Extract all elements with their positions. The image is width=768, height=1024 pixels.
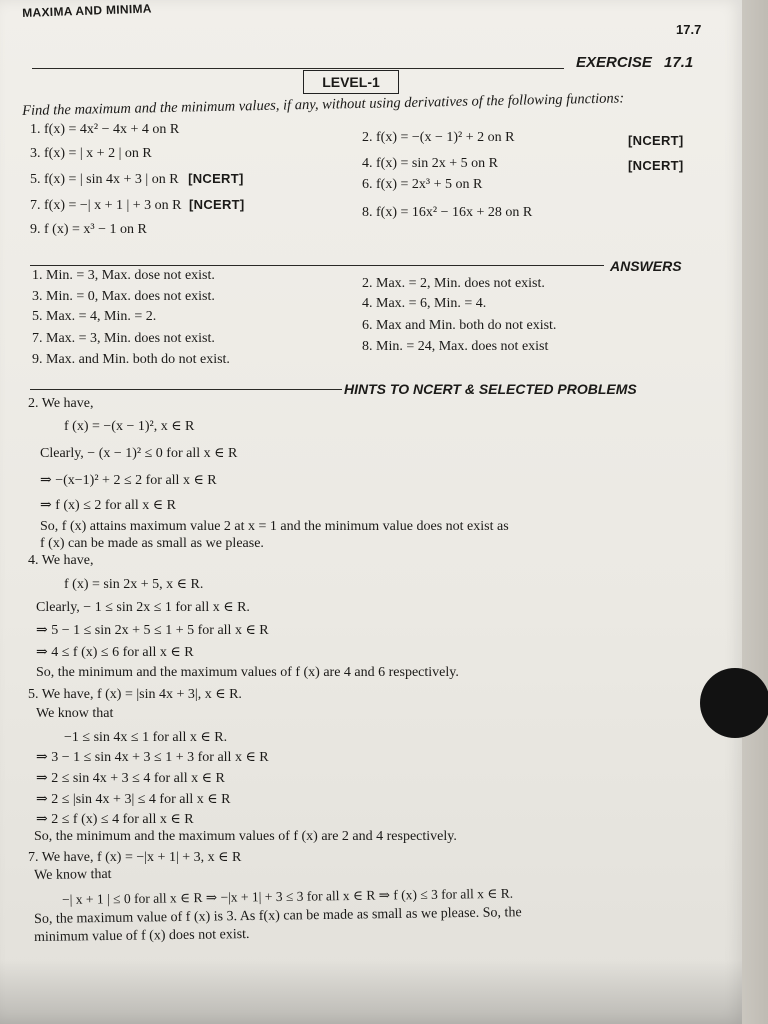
question-8: 8. f(x) = 16x² − 16x + 28 on R	[362, 205, 533, 220]
ncert-tag: [NCERT]	[189, 197, 245, 212]
exercise-label: EXERCISE	[576, 54, 652, 71]
hint-line: −| x + 1 | ≤ 0 for all x ∈ R ⇒ −|x + 1| + 3 ≤ 3 for all x ∈ R ⇒ f (x) ≤ 3 for all x ∈ R.	[62, 885, 514, 907]
hint-line: ⇒ f (x) ≤ 2 for all x ∈ R	[40, 498, 176, 513]
hint-line: So, the maximum value of f (x) is 3. As f(x) can be made as small as we please. So, the	[34, 905, 522, 927]
hint-line: f (x) = sin 2x + 5, x ∈ R.	[64, 577, 204, 592]
answer-5: 5. Max. = 4, Min. = 2.	[32, 309, 157, 324]
question-5: 5. f(x) = | sin 4x + 3 | on R [NCERT]	[30, 171, 244, 187]
hint-line: ⇒ 3 − 1 ≤ sin 4x + 3 ≤ 1 + 3 for all x ∈ R	[36, 750, 269, 765]
hint-line: So, f (x) attains maximum value 2 at x = 1 and the minimum value does not exist as	[40, 519, 509, 534]
hint-line: ⇒ 2 ≤ sin 4x + 3 ≤ 4 for all x ∈ R	[36, 771, 225, 786]
hint-line: 4. We have,	[28, 553, 94, 568]
hint-line: 2. We have,	[28, 396, 94, 411]
question-1: 1. f(x) = 4x² − 4x + 4 on R	[30, 122, 180, 137]
hint-line: f (x) can be made as small as we please.	[40, 536, 264, 551]
hints-heading: HINTS TO NCERT & SELECTED PROBLEMS	[344, 381, 637, 397]
hint-line: We know that	[36, 706, 114, 721]
hint-line: We know that	[34, 866, 112, 883]
answers-heading: ANSWERS	[610, 258, 682, 274]
chapter-title: MAXIMA AND MINIMA	[22, 1, 152, 20]
answer-4: 4. Max. = 6, Min. = 4.	[362, 296, 487, 311]
hint-line: ⇒ 4 ≤ f (x) ≤ 6 for all x ∈ R	[36, 645, 194, 660]
question-2: 2. f(x) = −(x − 1)² + 2 on R	[362, 130, 515, 145]
ncert-tag: [NCERT]	[628, 133, 684, 148]
page-number: 17.7	[676, 22, 702, 37]
hint-line: ⇒ 5 − 1 ≤ sin 2x + 5 ≤ 1 + 5 for all x ∈ R	[36, 623, 269, 638]
hint-line: ⇒ 2 ≤ f (x) ≤ 4 for all x ∈ R	[36, 812, 194, 827]
hint-line: −1 ≤ sin 4x ≤ 1 for all x ∈ R.	[64, 730, 228, 745]
hint-line: 7. We have, f (x) = −|x + 1| + 3, x ∈ R	[28, 850, 242, 865]
hint-line: 5. We have, f (x) = |sin 4x + 3|, x ∈ R.	[28, 687, 242, 702]
answer-6: 6. Max and Min. both do not exist.	[362, 318, 557, 333]
ncert-tag: [NCERT]	[188, 171, 244, 186]
question-6: 6. f(x) = 2x³ + 5 on R	[362, 177, 483, 192]
hint-line: Clearly, − (x − 1)² ≤ 0 for all x ∈ R	[40, 446, 238, 461]
answer-1: 1. Min. = 3, Max. dose not exist.	[32, 268, 215, 283]
answers-rule	[30, 265, 604, 266]
page-shadow	[0, 960, 742, 1024]
hint-line: minimum value of f (x) does not exist.	[34, 926, 250, 945]
exercise-number: 17.1	[664, 54, 694, 71]
hint-line: f (x) = −(x − 1)², x ∈ R	[64, 419, 195, 434]
answer-3: 3. Min. = 0, Max. does not exist.	[32, 289, 215, 304]
question-3: 3. f(x) = | x + 2 | on R	[30, 146, 152, 161]
answer-7: 7. Max. = 3, Min. does not exist.	[32, 331, 215, 346]
hint-line: So, the minimum and the maximum values of f (x) are 2 and 4 respectively.	[34, 829, 457, 844]
hint-line: ⇒ −(x−1)² + 2 ≤ 2 for all x ∈ R	[40, 473, 217, 488]
exercise-rule	[32, 68, 564, 69]
answer-8: 8. Min. = 24, Max. does not exist	[362, 339, 549, 354]
exercise-instruction: Find the maximum and the minimum values, if any, without using derivatives of the following functions:	[22, 90, 625, 119]
level-box: LEVEL-1	[303, 70, 399, 94]
hint-line: So, the minimum and the maximum values of f (x) are 4 and 6 respectively.	[36, 665, 459, 680]
hint-line: ⇒ 2 ≤ |sin 4x + 3| ≤ 4 for all x ∈ R	[36, 792, 231, 807]
exercise-heading	[576, 54, 693, 71]
ncert-tag: [NCERT]	[628, 158, 684, 173]
answer-9: 9. Max. and Min. both do not exist.	[32, 352, 230, 367]
hints-rule	[30, 389, 342, 390]
question-9: 9. f (x) = x³ − 1 on R	[30, 222, 147, 237]
question-4: 4. f(x) = sin 2x + 5 on R	[362, 156, 498, 171]
answer-2: 2. Max. = 2, Min. does not exist.	[362, 276, 545, 291]
question-7: 7. f(x) = −| x + 1 | + 3 on R [NCERT]	[30, 197, 245, 213]
binder-hole	[700, 668, 768, 738]
hint-line: Clearly, − 1 ≤ sin 2x ≤ 1 for all x ∈ R.	[36, 600, 250, 615]
